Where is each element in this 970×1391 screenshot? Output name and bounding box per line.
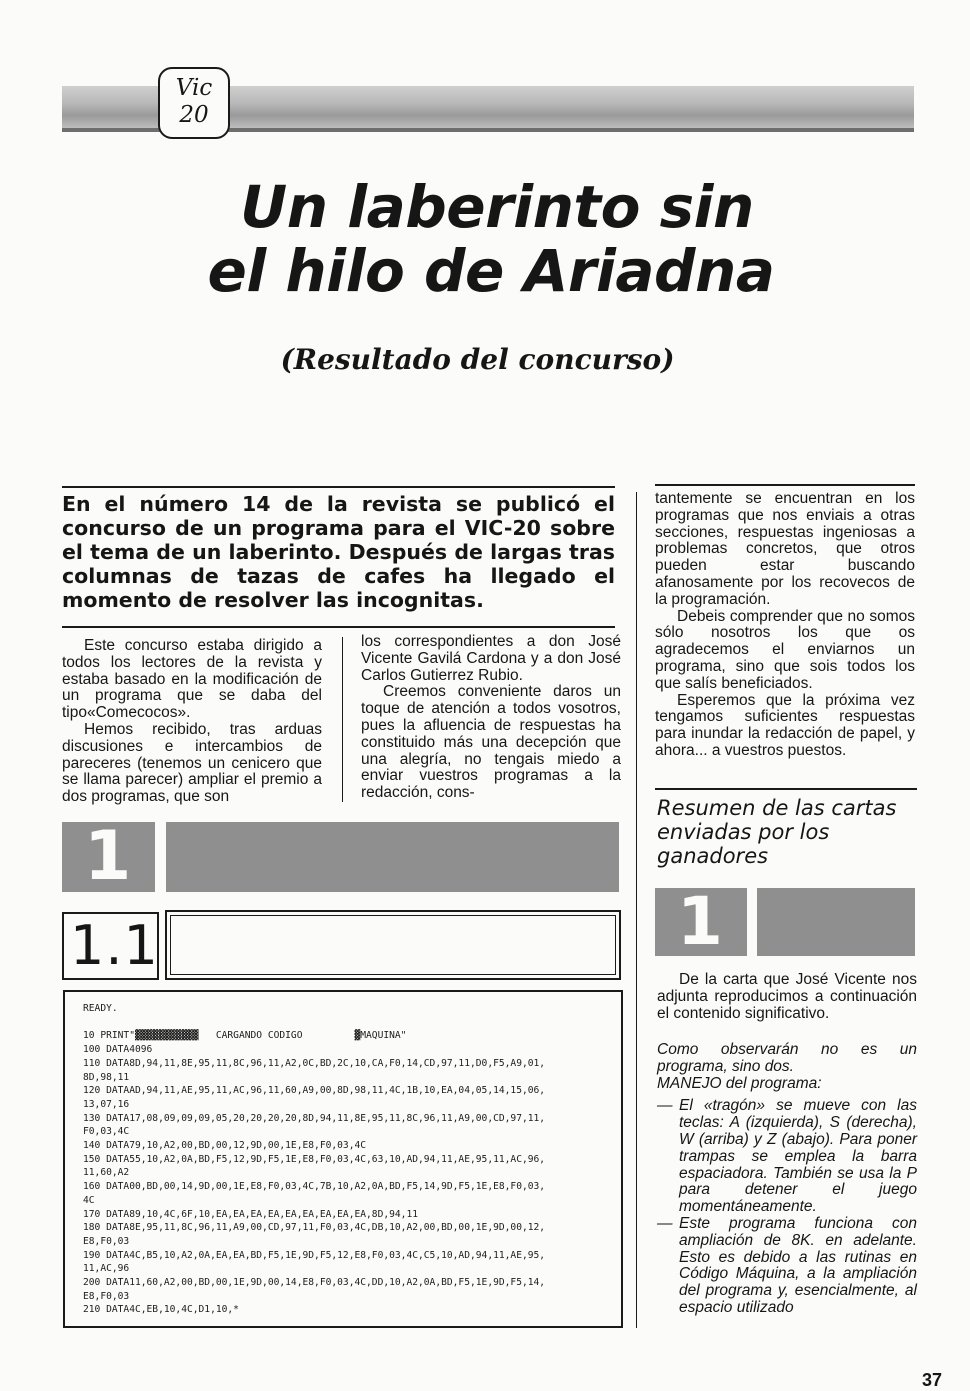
listing-line: 190 DATA4C,B5,10,A2,0A,EA,EA,BD,F5,1E,9D,F5,12,E8,F0,03,4C,C5,10,AD,94,11,AE,95, — [83, 1249, 546, 1261]
sidebar-list-item — [657, 1216, 917, 1317]
col2-paragraph-2: Creemos conveniente daros un toque de atención a todos vosotros, pues la afluencia de respuestas ha constituido más una decepción que una alegría, no tengais miedo a enviar vuestros programas a la redacción, cons- — [361, 683, 621, 802]
sidebar-list-item — [657, 1098, 917, 1216]
sidebar-heading: Resumen de las cartas enviadas por los ganadores — [657, 796, 897, 868]
listing-line: 170 DATA89,10,4C,6F,10,EA,EA,EA,EA,EA,EA,EA,EA,EA,8D,94,11 — [83, 1208, 419, 1220]
listing-line: 4C — [83, 1194, 95, 1206]
listing-line: 10 PRINT"▓▓▓▓▓▓▓▓▓▓▓ CARGANDO CODIGO ▓MAQUINA" — [83, 1030, 407, 1042]
listing-line: 11,60,A2 — [83, 1167, 130, 1179]
listing-line: 180 DATA8E,95,11,8C,96,11,A9,00,CD,97,11,F0,03,4C,DB,10,A2,00,BD,00,1E,9D,00,12, — [83, 1222, 546, 1234]
col3-top-rule — [655, 484, 915, 486]
list-dash: — — [657, 1214, 673, 1232]
lead-top-rule — [62, 486, 615, 488]
listing-line: E8,F0,03 — [83, 1290, 130, 1302]
listing-line: 110 DATA8D,94,11,8E,95,11,8C,96,11,A2,0C,BD,2C,10,CA,F0,14,CD,97,11,D0,F5,A9,01, — [83, 1057, 546, 1069]
listing-line: 200 DATA11,60,A2,00,BD,00,1E,9D,00,14,E8,F0,03,4C,DD,10,A2,0A,BD,F5,1E,9D,F5,14, — [83, 1277, 546, 1289]
listing-line: 100 DATA4096 — [83, 1044, 153, 1056]
sidebar-manejo: MANEJO del programa: — [657, 1074, 822, 1092]
listing-line: 130 DATA17,08,09,09,09,05,20,20,20,20,8D,94,11,8E,95,11,8C,96,11,A9,00,CD,97,11, — [83, 1112, 546, 1124]
sidebar-note: Como observarán no es un programa, sino dos. — [657, 1041, 917, 1075]
listing-line: F0,03,4C — [83, 1126, 130, 1138]
listing-line: 150 DATA55,10,A2,0A,BD,F5,12,9D,F5,1E,E8,F0,03,4C,63,10,AD,94,11,AE,95,11,AC,96, — [83, 1153, 546, 1165]
sidebar-list-item-text: Este programa funciona con ampliación de 8K. en adelante. Esto es debido a las rutinas en Código Máquina, a la ampliación del programa y, esencialmente, al espacio utilizado — [679, 1214, 917, 1316]
sidebar-top-rule — [655, 788, 917, 790]
col1-paragraph-2: Hemos recibido, tras arduas discusiones e intercambios de pareceres (tenemos un cenicero que se llama parecer) ampliar el premio a dos programas, que son — [62, 720, 322, 806]
listing-line: E8,F0,03 — [83, 1235, 130, 1247]
sidebar-intro — [657, 972, 917, 1022]
listing-line: READY. — [83, 1003, 118, 1014]
figure-1-1-number-box — [62, 912, 159, 980]
section-label: Vic — [175, 75, 213, 101]
sidebar-figure-number-block — [655, 883, 747, 960]
listing-line: 8D,98,11 — [83, 1071, 130, 1083]
figure-1-label: 1 — [84, 817, 132, 896]
column-divider — [342, 637, 343, 802]
figure-1-1-title-inner — [170, 915, 616, 975]
listing-line: 13,07,16 — [83, 1098, 130, 1110]
listing-line: 140 DATA79,10,A2,00,BD,00,12,9D,00,1E,E8,F0,03,4C — [83, 1140, 367, 1152]
page-number: 37 — [922, 1370, 943, 1390]
col1-paragraph-1: Este concurso estaba dirigido a todos los lectores de la revista y estaba basado en la modificación de un programa que se daba del tipo«Comecocos». — [62, 637, 322, 722]
figure-1-title-bar — [166, 822, 619, 892]
figure-1-number-block — [62, 817, 155, 896]
sidebar-figure-label: 1 — [677, 883, 723, 960]
listing-code — [83, 992, 623, 1317]
sidebar-list-item-text: El «tragón» se mueve con las teclas: A (izquierda), S (derecha), W (arriba) y Z (abajo). Para poner trampas se emplea la barra espaciadora. También se usa la P para detener el juego momentáneamente. — [679, 1097, 917, 1216]
program-listing — [63, 990, 623, 1328]
col3-paragraph-1: tantemente se encuentran en los programas que nos enviais a otras secciones, respuestas ingeniosas a problemas concretos, que otros pueden estar buscando afanosamente por los recovecos de la programación. — [655, 490, 915, 608]
listing-line: 11,AC,96 — [83, 1263, 130, 1275]
col3-paragraph-2: Debeis comprender que no somos sólo nosotros los que os agradecemos el enviarnos un programa, sino que sois todos los que salís beneficiados. — [655, 607, 915, 692]
sidebar-intro-text: De la carta que José Vicente nos adjunta reproducimos a continuación el contenido significativo. — [657, 971, 917, 1022]
listing-line — [83, 1016, 623, 1030]
article-title-line-1: Un laberinto sin — [240, 173, 754, 241]
lead-bottom-rule — [62, 626, 615, 628]
sidebar-notes — [657, 1042, 917, 1317]
lead-paragraph: En el número 14 de la revista se publicó el concurso de un programa para el VIC-20 sobre el tema de un laberinto. Después de largas tras columnas de tazas de cafes ha llegado el momento de resolver las incognitas. — [62, 492, 615, 612]
listing-line: 160 DATA00,BD,00,14,9D,00,1E,E8,F0,03,4C,7B,10,A2,0A,BD,F5,14,9D,F5,1E,E8,F0,03, — [83, 1181, 546, 1193]
right-column-divider — [636, 492, 637, 1328]
section-badge — [158, 67, 230, 139]
body-column-2 — [361, 634, 621, 802]
sidebar-figure-title-bar — [757, 888, 915, 956]
listing-line: 210 DATA4C,EB,10,4C,D1,10,* — [83, 1304, 239, 1316]
col3-paragraph-3: Esperemos que la próxima vez tengamos suficientes respuestas para inundar la redacción de papel, y ahora... a vuestros puestos. — [655, 691, 915, 759]
article-subtitle: (Resultado del concurso) — [280, 343, 675, 376]
article-title-line-2: el hilo de Ariadna — [207, 237, 775, 305]
listing-line: 120 DATAAD,94,11,AE,95,11,AC,96,11,60,A9,00,8D,98,11,4C,1B,10,EA,04,05,14,15,06, — [83, 1085, 546, 1097]
figure-1-1-label: 1.1 — [70, 914, 159, 977]
body-column-1 — [62, 638, 322, 806]
list-dash: — — [657, 1097, 673, 1115]
figure-1-1-title-box — [165, 910, 621, 980]
section-number: 20 — [179, 102, 209, 128]
body-column-3 — [655, 491, 915, 760]
col2-paragraph-1: los correspondientes a don José Vicente Gavilá Cardona y a don José Carlos Gutierrez Rubio. — [361, 633, 621, 684]
